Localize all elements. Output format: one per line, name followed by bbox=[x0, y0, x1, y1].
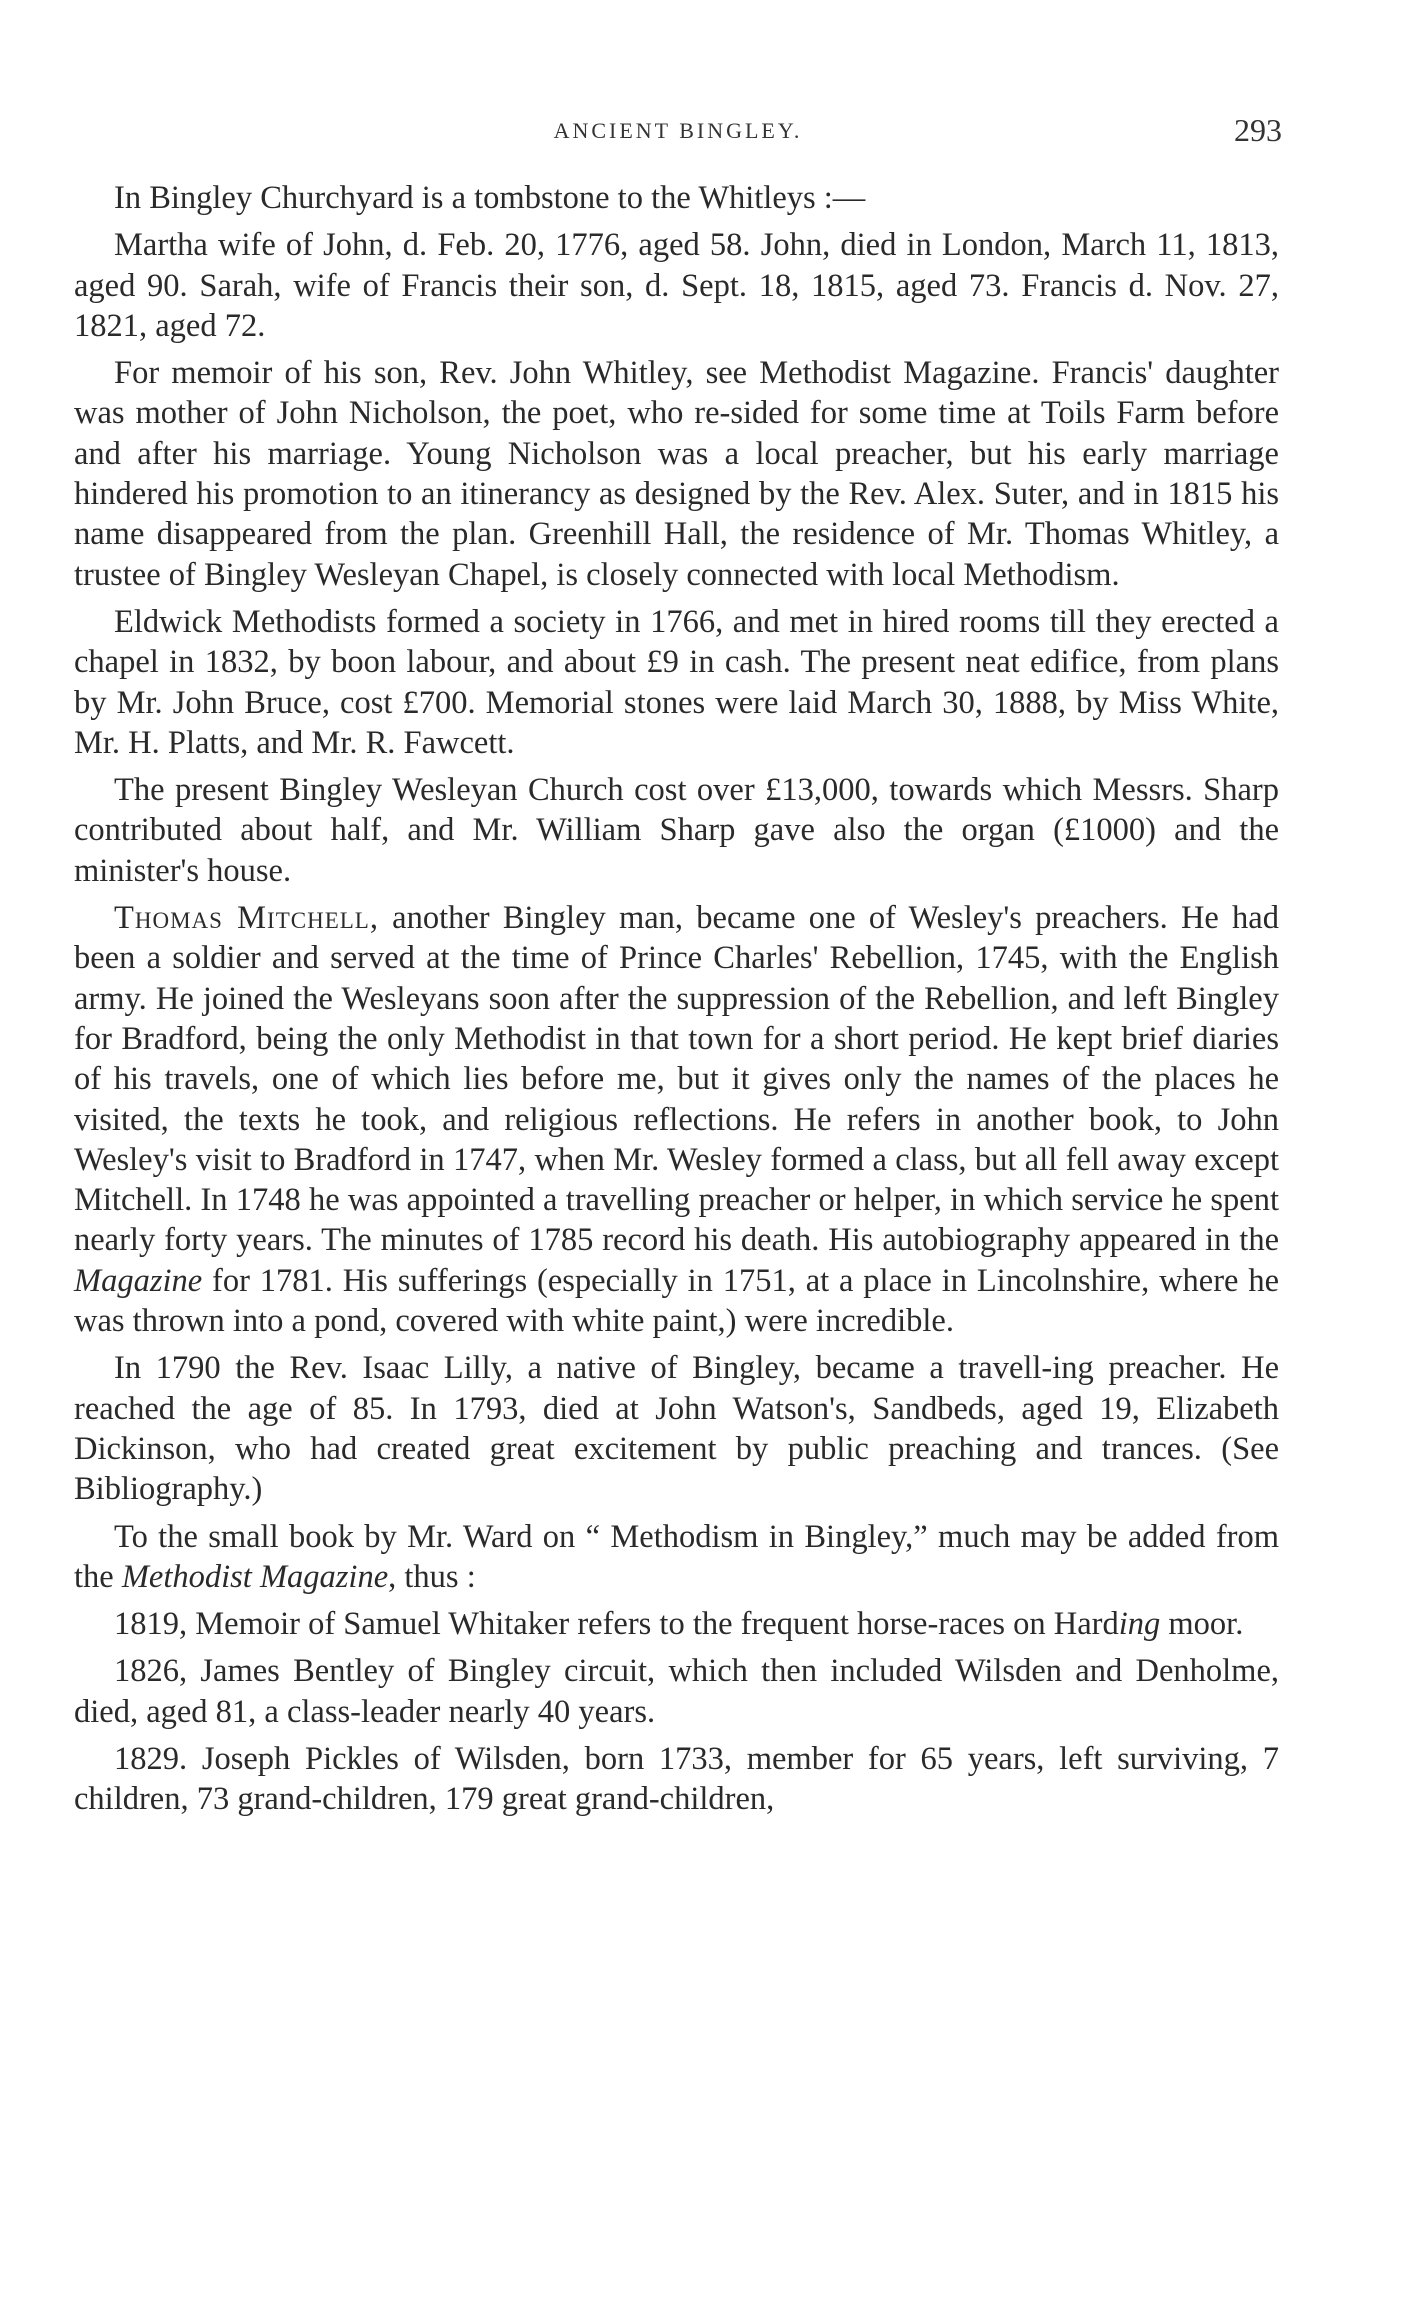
paragraph-text: 1829. Joseph Pickles of Wilsden, born 1733, member for 65 years, left surviving, 7 children, 73 grand-children, 179 great grand-children, bbox=[74, 1740, 1279, 1818]
italic-fragment: ing bbox=[1118, 1606, 1161, 1643]
paragraph-eldwick-methodists bbox=[74, 602, 1279, 763]
person-name-small-caps: Thomas Mitchell, bbox=[114, 900, 379, 937]
running-head bbox=[74, 112, 1282, 152]
page-number: 293 bbox=[1234, 112, 1282, 148]
paragraph-text: 1826, James Bentley of Bingley circuit, which then included Wilsden and Denholme, died, aged 81, a class-leader nearly 40 years. bbox=[74, 1653, 1279, 1730]
running-title: ANCIENT BINGLEY. bbox=[553, 118, 803, 143]
paragraph-text: Eldwick Methodists formed a society in 1766, and met in hired rooms till they erected a chapel in 1832, by boon labour, and about £9 in cash. The present neat edifice, from plans by Mr. John Bruce, cost £700. Memorial stones were laid March 30, 1888, by Miss White, Mr. H. Platts, and Mr. R. Fawcett. bbox=[74, 603, 1279, 761]
paragraph-text: In Bingley Churchyard is a tombstone to the Whitleys :— bbox=[114, 180, 866, 216]
paragraph-text: another Bingley man, became one of Wesley's preachers. He had been a soldier and served at the time of Prince Charles' Rebellion, 1745, with the English army. He joined the Wesleyans soon after the suppression of the Rebellion, and left Bingley for Bradford, being the only Methodist in that town for a short period. He kept brief diaries of his travels, one of which lies before me, but it gives only the names of the places he visited, the texts he took, and religious reflections. He refers in another book, to John Wesley's visit to Bradford in 1747, when Mr. Wesley formed a class, but all fell away except Mitchell. In 1748 he was appointed a travelling preacher or helper, in which service he spent nearly forty years. The minutes of 1785 record his death. His autobiography appeared in the bbox=[74, 900, 1279, 1259]
paragraph-text-tail: , thus : bbox=[388, 1558, 476, 1595]
italic-title: Methodist Magazine bbox=[121, 1558, 389, 1595]
paragraph-whitley-memoir bbox=[74, 353, 1279, 595]
body-text bbox=[74, 178, 1279, 1827]
paragraph-text: 1819, Memoir of Samuel Whitaker refers to the frequent horse-races on Hard bbox=[114, 1606, 1119, 1643]
paragraph-text: To the small book by Mr. Ward on “ Methodism in Bingley,” much may be added from the bbox=[74, 1518, 1279, 1595]
paragraph-1829-entry bbox=[74, 1739, 1279, 1820]
paragraph-1819-entry bbox=[74, 1604, 1279, 1644]
paragraph-isaac-lilly bbox=[74, 1348, 1279, 1509]
paragraph-thomas-mitchell bbox=[74, 898, 1279, 1341]
paragraph-1826-entry bbox=[74, 1651, 1279, 1732]
paragraph-whitley-dates bbox=[74, 225, 1279, 346]
paragraph-text: The present Bingley Wesleyan Church cost over £13,000, towards which Messrs. Sharp contributed about half, and Mr. William Sharp gave also the organ (£1000) and the minister's house. bbox=[74, 772, 1279, 889]
paragraph-text-tail: for 1781. His sufferings (especially in 1751, at a place in Lincolnshire, where he was thrown into a pond, covered with white paint,) were incredible. bbox=[74, 1262, 1279, 1340]
paragraph-text: Martha wife of John, d. Feb. 20, 1776, aged 58. John, died in London, March 11, 1813, aged 90. Sarah, wife of Francis their son, d. Sept. 18, 1815, aged 73. Francis d. Nov. 27, 1821, aged 72. bbox=[74, 227, 1279, 344]
paragraph-text: For memoir of his son, Rev. John Whitley, see Methodist Magazine. Francis' daughter was mother of John Nicholson, the poet, who re-sided for some time at Toils Farm before and after his marriage. Young Nicholson was a local preacher, but his early marriage hindered his promotion to an itinerancy as designed by the Rev. Alex. Suter, and in 1815 his name disappeared from the plan. Greenhill Hall, the residence of Mr. Thomas Whitley, a trustee of Bingley Wesleyan Chapel, is closely connected with local Methodism. bbox=[74, 355, 1279, 593]
italic-title: Magazine bbox=[74, 1262, 203, 1299]
paragraph-bingley-wesleyan-church bbox=[74, 770, 1279, 891]
paragraph-text-tail: moor. bbox=[1160, 1606, 1244, 1643]
paragraph-text: In 1790 the Rev. Isaac Lilly, a native of Bingley, became a travell-ing preacher. He reached the age of 85. In 1793, died at John Watson's, Sandbeds, aged 19, Elizabeth Dickinson, who had created great excitement by public preaching and trances. (See Bibliography.) bbox=[74, 1350, 1279, 1508]
paragraph-tombstone-intro bbox=[74, 178, 1279, 218]
paragraph-ward-book bbox=[74, 1517, 1279, 1598]
